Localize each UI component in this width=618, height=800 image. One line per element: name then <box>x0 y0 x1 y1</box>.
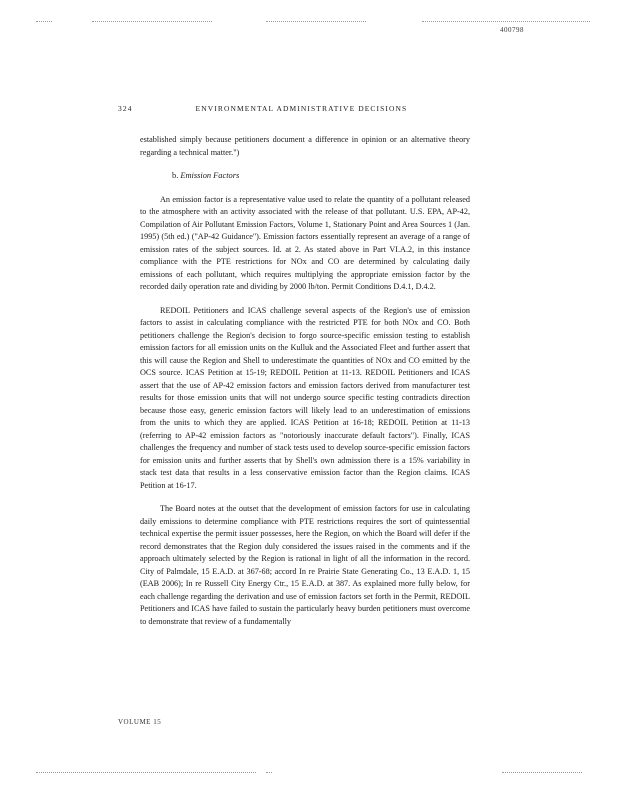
page-number: 324 <box>118 104 133 113</box>
scan-artifact-bottom-1 <box>36 772 256 774</box>
page-id: 400798 <box>500 26 524 34</box>
body-paragraph: REDOIL Petitioners and ICAS challenge several aspects of the Region's use of emission factors to assist in calculating compliance with the restricted PTE for both NOx and CO. Both petitioners challenge the Region's decision to forgo source-specific emission testing to establish emission factors for all emission units on the Kulluk and the Associated Fleet and further assert that this will cause the Region and Shell to underestimate the quantities of NOx and CO emitted by the OCS source. ICAS Petition at 15-19; REDOIL Petition at 11-13. REDOIL Petitioners and ICAS assert that the use of AP-42 emission factors and emission factors derived from manufacturer test results for those emission units that will not undergo source specific testing contradicts direction because those easy, generic emission factors will likely lead to an underestimation of emissions from the units to which they are applied. ICAS Petition at 16-18; REDOIL Petition at 11-13 (referring to AP-42 emission factors as "notoriously inaccurate default factors"). Finally, ICAS challenges the frequency and number of stack tests used to develop source-specific emission factors for emission units and further asserts that by Shell's own admission there is a 15% variability in stack test data that results in a less conservative emission factor than the Region claims. ICAS Petition at 16-17. <box>140 305 470 490</box>
body-paragraph: An emission factor is a representative value used to relate the quantity of a pollutant released to the atmosphere with an activity associated with the release of that pollutant. U.S. EPA, AP-42, Compilation of Air Pollutant Emission Factors, Volume 1, Stationary Point and Area Sources 1 (Jan. 1995) (5th ed.) ("AP-42 Guidance"). Emission factors essentially represent an average of a range of emission rates of the subject sources. Id. at 2. As stated above in Part VI.A.2, in this instance compliance with the PTE restrictions for NOx and CO are determined by calculating daily emissions of each pollutant, which requires multiplying the appropriate emission factor by the recorded daily operation rate and dividing by 2000 lb/ton. Permit Conditions D.4.1, D.4.2. <box>140 194 470 291</box>
subheading-label: b. <box>172 171 179 180</box>
scan-artifact-top-2 <box>92 21 212 23</box>
scan-artifact-top-4 <box>422 21 590 23</box>
document-body <box>140 134 470 639</box>
scan-artifact-bottom-2 <box>266 772 272 774</box>
body-paragraph: The Board notes at the outset that the development of emission factors for use in calculating daily emissions to determine compliance with PTE restrictions requires the sort of quintessential technical expertise the permit issuer possesses, here the Region, on which the Board will defer if the record demonstrates that the Region duly considered the issues raised in the comments and if the approach ultimately selected by the Region is rational in light of all the information in the record. City of Palmdale, 15 E.A.D. at 367-68; accord In re Prairie State Generating Co., 13 E.A.D. 1, 15 (EAB 2006); In re Russell City Energy Ctr., 15 E.A.D. at 387. As explained more fully below, for each challenge regarding the derivation and use of emission factors set forth in the Permit, REDOIL Petitioners and ICAS have failed to sustain the particularly heavy burden petitioners must overcome to demonstrate that review of a fundamentally <box>140 504 470 626</box>
scan-artifact-top-3 <box>266 21 366 23</box>
scan-artifact-bottom-3 <box>502 772 582 774</box>
section-subheading <box>140 170 470 183</box>
continuation-paragraph: established simply because petitioners document a difference in opinion or an alternative theory regarding a technical matter.") <box>140 135 470 157</box>
running-title: ENVIRONMENTAL ADMINISTRATIVE DECISIONS <box>195 104 408 113</box>
subheading-title: Emission Factors <box>180 171 240 180</box>
scan-artifact-top-1 <box>36 21 52 23</box>
volume-footer: VOLUME 15 <box>118 718 162 726</box>
running-head <box>118 104 518 113</box>
